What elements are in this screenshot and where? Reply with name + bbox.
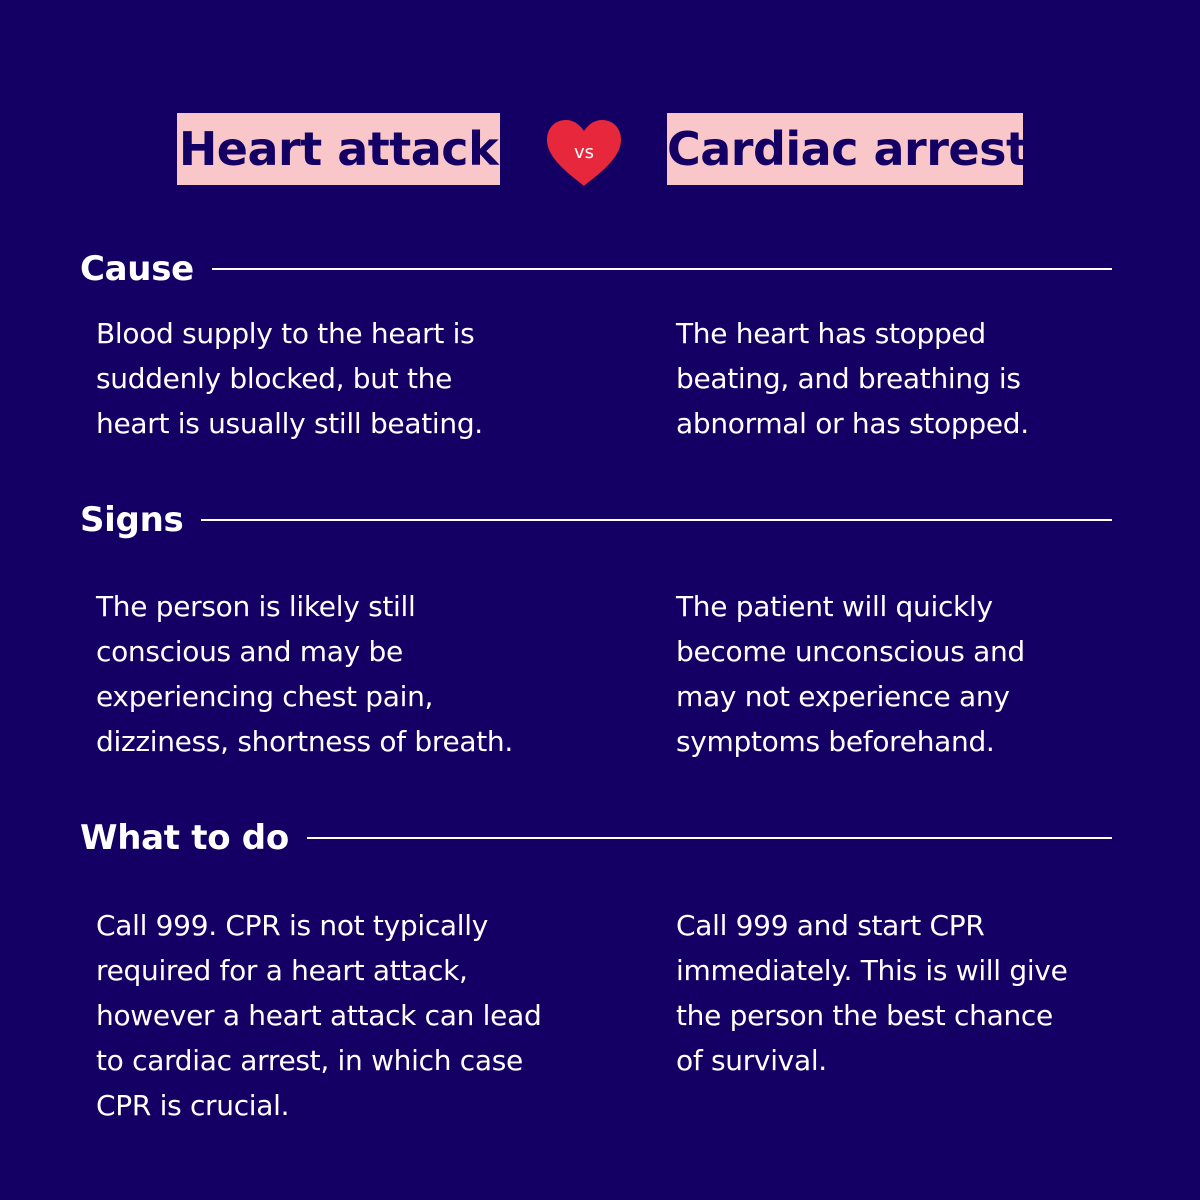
section-heading-cause — [80, 247, 1112, 291]
cardiac-arrest-title: Cardiac arrest — [667, 113, 1023, 185]
vs-label: vs — [573, 142, 595, 163]
divider — [307, 837, 1112, 839]
divider — [212, 268, 1112, 270]
section-label: Cause — [80, 249, 194, 289]
section-label: Signs — [80, 500, 184, 540]
todo-heart-attack-text: Call 999. CPR is not typically required for a heart attack, however a heart attack can lead to cardiac arrest, in which case CPR is crucial. — [96, 909, 542, 1122]
divider — [201, 519, 1112, 521]
signs-heart-attack-text: The person is likely still conscious and may be experiencing chest pain, dizziness, shortness of breath. — [96, 590, 513, 758]
cause-cardiac-arrest-text: The heart has stopped beating, and breathing is abnormal or has stopped. — [676, 317, 1029, 440]
section-heading-signs — [80, 498, 1112, 542]
todo-cardiac-arrest-text: Call 999 and start CPR immediately. This is will give the person the best chance of survival. — [676, 909, 1068, 1077]
section-heading-what-to-do — [80, 816, 1112, 860]
heart-attack-title: Heart attack — [177, 113, 500, 185]
heart-icon — [545, 118, 623, 188]
section-label: What to do — [80, 818, 289, 858]
signs-cardiac-arrest-text: The patient will quickly become unconscious and may not experience any symptoms beforehand. — [676, 590, 1025, 758]
cause-heart-attack-text: Blood supply to the heart is suddenly blocked, but the heart is usually still beating. — [96, 317, 483, 440]
